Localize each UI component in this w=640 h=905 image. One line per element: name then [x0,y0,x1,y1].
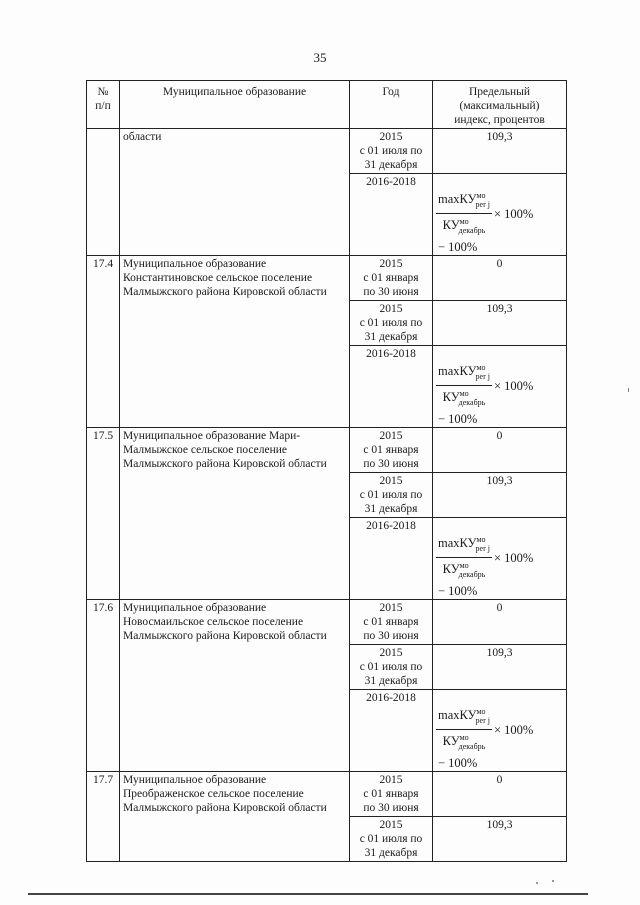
table-body [87,129,567,862]
period-year: 2015 с 01 июля по 31 декабря [350,301,433,346]
municipality-name: Муниципальное образование Новосмаильское сельское поселение Малмыжского района Кировской области [120,600,350,772]
formula-denominator [436,730,492,754]
formula-numerator [436,705,492,730]
formula-times: × 100% [493,550,534,565]
index-formula [436,189,563,254]
table-row [87,256,567,301]
formula-denominator [436,386,492,410]
index-value: 0 [433,600,567,645]
row-number: 17.5 [87,428,120,600]
row-number: 17.6 [87,600,120,772]
bottom-rule [28,893,588,895]
index-value: 109,3 [433,473,567,518]
period-year: 2016-2018 [350,174,433,256]
table-row [87,428,567,473]
formula-times: × 100% [493,722,534,737]
index-value: 109,3 [433,129,567,174]
period-year: 2015 с 01 июля по 31 декабря [350,645,433,690]
table-header-row [87,81,567,129]
formula-minus: − 100% [438,240,478,254]
formula-numerator-sub: per j [475,200,490,209]
header-number: № п/п [87,81,120,129]
formula-numerator [436,361,492,386]
municipality-name: Муниципальное образование Преображенское сельское поселение Малмыжского района Кировской области [120,772,350,862]
municipality-name: области [120,129,350,256]
municipality-name: Муниципальное образование Константиновское сельское поселение Малмыжского района Кировской области [120,256,350,428]
tariff-index-table [86,80,567,862]
table-row [87,600,567,645]
formula-numerator-sup: мо [476,707,486,716]
formula-denominator-sub: декабрь [458,398,486,407]
period-year: 2015 с 01 января по 30 июня [350,428,433,473]
formula-denominator-sub: декабрь [458,226,486,235]
row-number: 17.7 [87,772,120,862]
formula-numerator [436,533,492,558]
period-year: 2016-2018 [350,690,433,772]
index-value: 0 [433,256,567,301]
period-year: 2015 с 01 января по 30 июня [350,600,433,645]
formula-denominator [436,214,492,238]
page-number: 35 [313,50,327,65]
formula-numerator-sub: per j [475,716,490,725]
period-year: 2016-2018 [350,518,433,600]
row-number: 17.4 [87,256,120,428]
formula-numerator-sup: мо [476,363,486,372]
table-row [87,772,567,817]
formula-numerator-main: maxКУ [438,364,477,378]
index-formula [436,361,563,426]
formula-denominator-main: КУ [442,390,460,404]
period-year: 2015 с 01 июля по 31 декабря [350,817,433,862]
row-number [87,129,120,256]
formula-denominator-sup: мо [459,389,469,398]
formula-times: × 100% [493,206,534,221]
municipality-name: Муниципальное образование Мари-Малмыжское сельское поселение Малмыжского района Кировской области [120,428,350,600]
header-index: Предельный (максимальный) индекс, процентов [433,81,567,129]
table-row [87,129,567,174]
formula-numerator-sub: per j [475,544,490,553]
period-year: 2015 с 01 июля по 31 декабря [350,473,433,518]
formula-fraction [436,361,492,410]
formula-numerator-sub: per j [475,372,490,381]
formula-fraction [436,189,492,238]
header-year: Год [350,81,433,129]
index-formula-cell [433,346,567,428]
formula-denominator-sup: мо [459,217,469,226]
formula-numerator-main: maxКУ [438,708,477,722]
index-formula [436,705,563,770]
scan-speck [552,880,554,882]
formula-denominator-sub: декабрь [458,570,486,579]
header-municipality: Муниципальное образование [120,81,350,129]
index-formula-cell [433,174,567,256]
period-year: 2015 с 01 июля по 31 декабря [350,129,433,174]
scan-speck [628,388,629,392]
formula-numerator-sup: мо [476,191,486,200]
index-value: 109,3 [433,645,567,690]
formula-fraction [436,705,492,754]
index-value: 109,3 [433,301,567,346]
index-value: 0 [433,428,567,473]
formula-minus: − 100% [438,412,478,426]
scan-speck [536,882,538,884]
period-year: 2015 с 01 января по 30 июня [350,256,433,301]
formula-denominator-sub: декабрь [458,742,486,751]
formula-minus: − 100% [438,756,478,770]
formula-denominator-sup: мо [459,561,469,570]
formula-fraction [436,533,492,582]
formula-minus: − 100% [438,584,478,598]
formula-numerator-main: maxКУ [438,536,477,550]
index-value: 0 [433,772,567,817]
formula-denominator-main: КУ [442,734,460,748]
period-year: 2015 с 01 января по 30 июня [350,772,433,817]
index-formula-cell [433,690,567,772]
formula-denominator-main: КУ [442,218,460,232]
formula-numerator-sup: мо [476,535,486,544]
formula-numerator [436,189,492,214]
formula-denominator-sup: мо [459,733,469,742]
index-formula [436,533,563,598]
formula-denominator-main: КУ [442,562,460,576]
formula-denominator [436,558,492,582]
index-value: 109,3 [433,817,567,862]
period-year: 2016-2018 [350,346,433,428]
index-formula-cell [433,518,567,600]
formula-numerator-main: maxКУ [438,192,477,206]
formula-times: × 100% [493,378,534,393]
